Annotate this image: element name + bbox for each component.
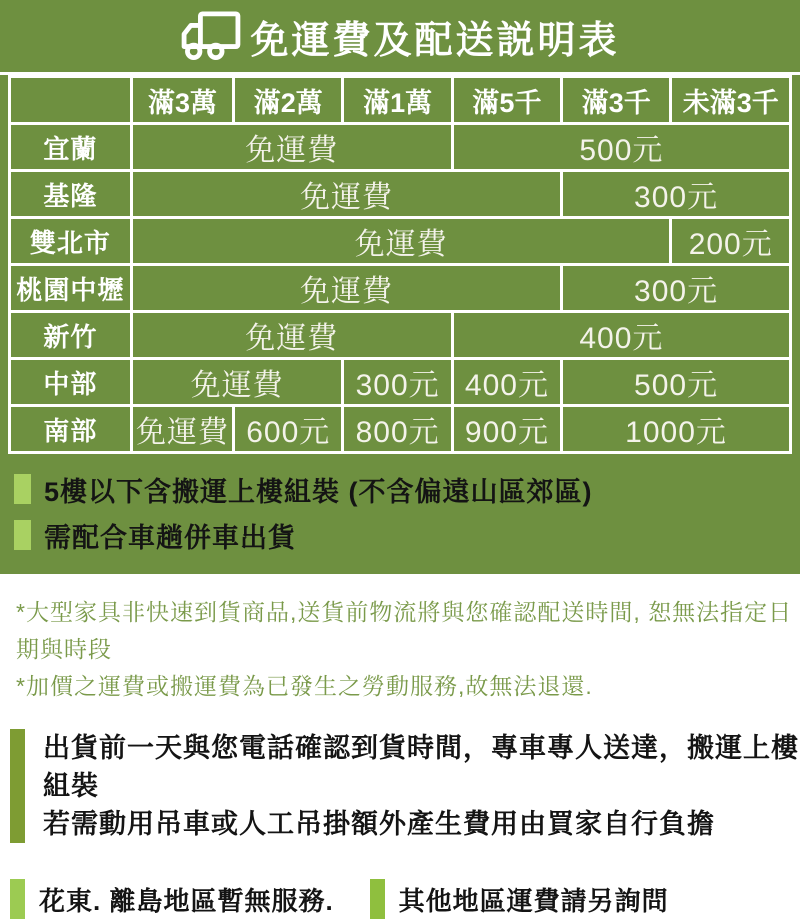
fee-cell: 400元 [452, 312, 790, 359]
delivery-note-text [43, 729, 800, 843]
table-row-hsinchu [10, 312, 791, 359]
note-combined-shipping [14, 512, 790, 558]
white-section [0, 574, 800, 919]
col-header-30k: 滿3萬 [131, 77, 233, 124]
fee-cell: 免運費 [131, 406, 233, 453]
fee-cell: 免運費 [131, 124, 452, 171]
shipping-fee-table [8, 75, 792, 454]
note-other-areas: 其他地區運費請另詢問 [398, 885, 669, 916]
table-row-central [10, 359, 791, 406]
fee-cell: 300元 [562, 171, 791, 218]
table-header-row [10, 77, 791, 124]
fee-cell: 免運費 [131, 312, 452, 359]
page-title: 免運費及配送説明表 [250, 19, 620, 62]
table-row-keelung [10, 171, 791, 218]
col-header-3k: 滿3千 [562, 77, 671, 124]
fee-cell: 1000元 [562, 406, 791, 453]
truck-icon [180, 11, 242, 61]
delivery-note [10, 729, 800, 843]
row-label: 南部 [10, 406, 132, 453]
corner-cell [10, 77, 132, 124]
fine-print-line-2: *加價之運費或搬運費為已發生之勞動服務,故無法退還. [16, 673, 593, 699]
note-text: 需配合車趟併車出貨 [44, 522, 296, 553]
table-row-taoyuan [10, 265, 791, 312]
row-label: 宜蘭 [10, 124, 132, 171]
row-label: 基隆 [10, 171, 132, 218]
fee-cell: 300元 [343, 359, 452, 406]
fee-cell: 200元 [671, 218, 791, 265]
col-header-5k: 滿5千 [452, 77, 561, 124]
fee-cell: 900元 [452, 406, 561, 453]
fee-cell: 600元 [234, 406, 343, 453]
col-header-under-3k: 未滿3千 [671, 77, 791, 124]
square-bullet-icon [14, 520, 31, 550]
row-label: 新竹 [10, 312, 132, 359]
fee-cell: 300元 [562, 265, 791, 312]
fine-print-line-1: *大型家具非快速到貨商品,送貨前物流將與您確認配送時間, 恕無法指定日期與時段 [16, 599, 793, 662]
row-label: 雙北市 [10, 218, 132, 265]
fee-cell: 500元 [452, 124, 790, 171]
table-row-yilan [10, 124, 791, 171]
fee-cell: 免運費 [131, 265, 561, 312]
table-row-south [10, 406, 791, 453]
fine-print [0, 574, 800, 705]
delivery-note-line-1: 出貨前一天與您電話確認到貨時間，專車專人送達，搬運上樓組裝 [43, 733, 799, 801]
green-notes [0, 454, 800, 574]
delivery-note-line-2: 若需動用吊車或人工吊掛額外產生費用由買家自行負擔 [43, 809, 715, 839]
fee-cell: 500元 [562, 359, 791, 406]
row-label: 桃園中壢 [10, 265, 132, 312]
note-text: 5樓以下含搬運上樓組裝 (不含偏遠山區郊區) [44, 476, 593, 507]
row-label: 中部 [10, 359, 132, 406]
bar-bullet-icon [10, 729, 25, 843]
note-no-service-areas: 花東. 離島地區暫無服務. [39, 885, 334, 916]
fee-cell: 400元 [452, 359, 561, 406]
fee-cell: 免運費 [131, 359, 343, 406]
bar-bullet-icon [10, 879, 25, 919]
poster-header [0, 0, 800, 72]
fee-cell: 免運費 [131, 171, 561, 218]
note-floor-assembly [14, 466, 790, 512]
col-header-10k: 滿1萬 [343, 77, 452, 124]
fee-cell: 800元 [343, 406, 452, 453]
bottom-notes [10, 879, 800, 919]
bar-bullet-icon [370, 879, 385, 919]
col-header-20k: 滿2萬 [234, 77, 343, 124]
table-row-shuangbei [10, 218, 791, 265]
fee-cell: 免運費 [131, 218, 671, 265]
square-bullet-icon [14, 474, 31, 504]
